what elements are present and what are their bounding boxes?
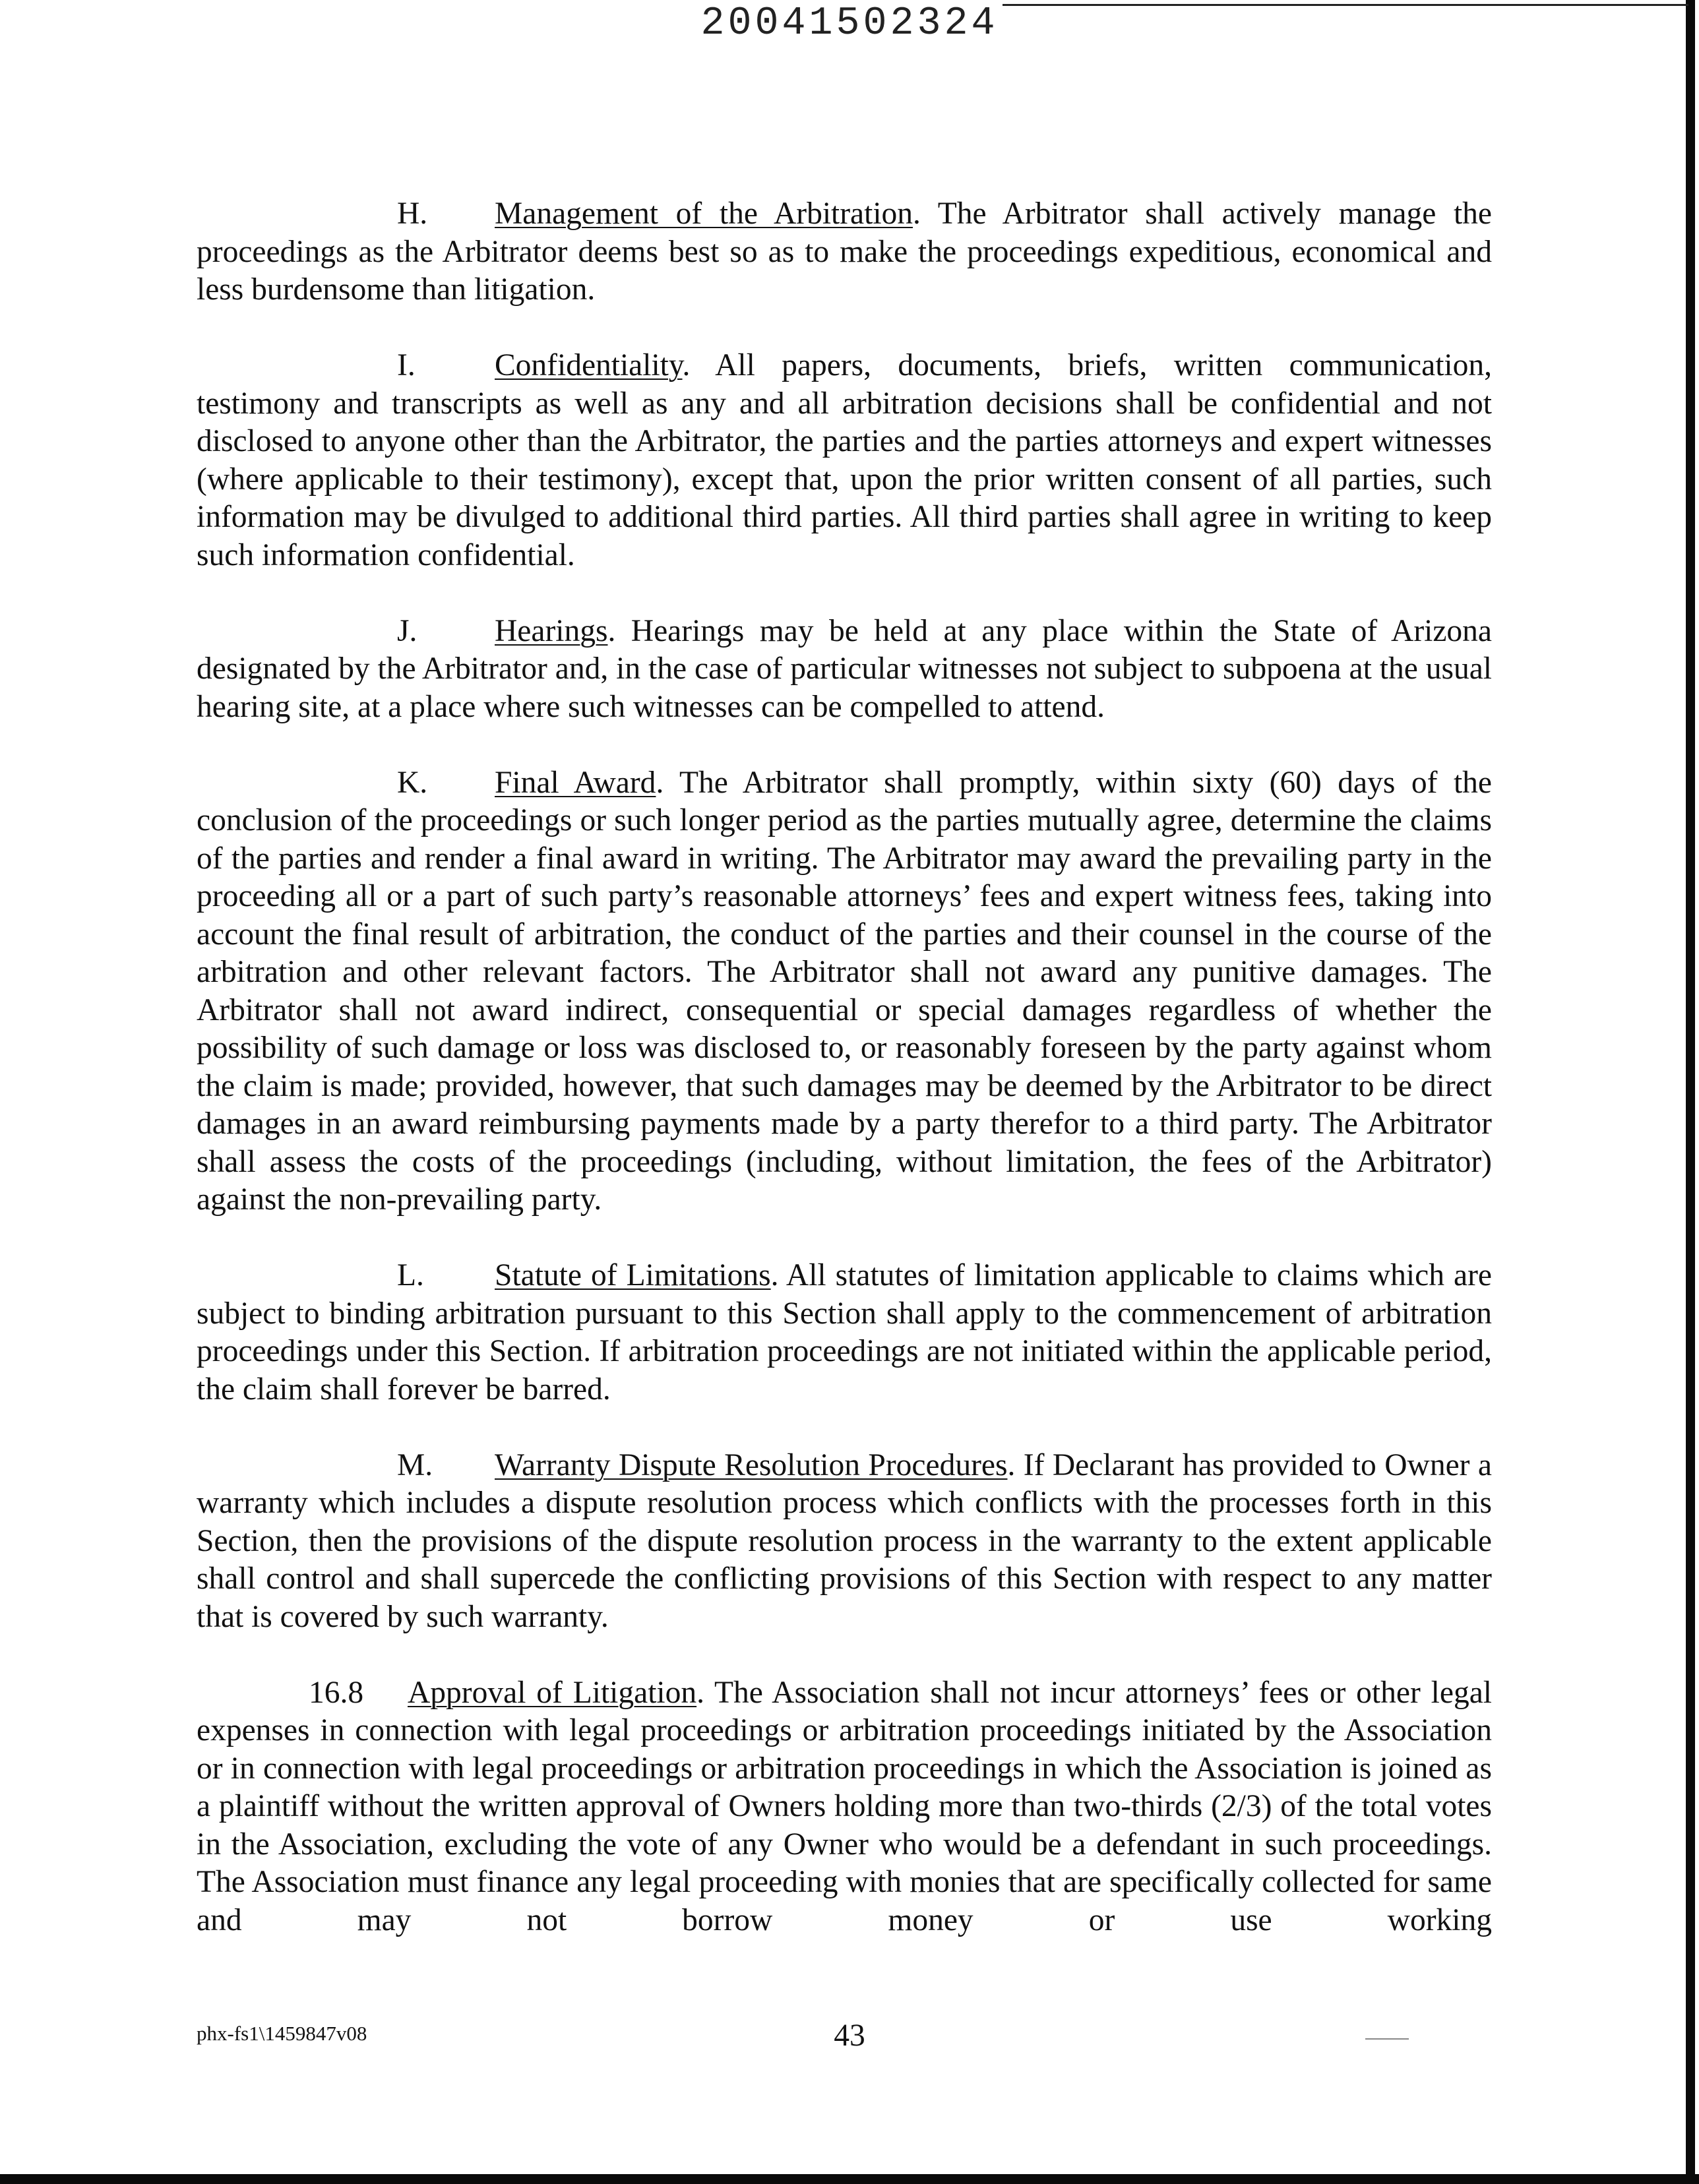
- section-heading: Confidentiality: [495, 348, 683, 382]
- section-k: [197, 764, 1492, 1219]
- section-heading: Final Award: [495, 765, 656, 800]
- document-number-stamp: 20041502324: [700, 1, 999, 46]
- section-heading: Hearings: [495, 613, 608, 648]
- section-label: K.: [397, 765, 428, 800]
- section-i: [197, 347, 1492, 574]
- document-body: [197, 195, 1492, 1939]
- section-text: . The Association shall not incur attorneys’ fees or other legal expenses in connection with legal proceedings or arbitration proceedings initiated by the Association or in connection with legal proceedings or arbitration proceedings in which the Association is joined as a plaintiff without the written approval of Owners holding more than two-thirds (2/3) of the total votes in the Association, excluding the vote of any Owner who would be a defendant in such proceedings. The Association must finance any legal proceeding with monies that are specifically collected for same and may not borrow money or use working: [197, 1675, 1492, 1937]
- section-label: 16.8: [309, 1675, 364, 1710]
- section-label: I.: [397, 348, 416, 382]
- section-j: [197, 613, 1492, 727]
- section-label: J.: [397, 613, 417, 648]
- section-heading: Approval of Litigation: [408, 1675, 697, 1710]
- section-h: [197, 195, 1492, 309]
- footer-document-id: phx-fs1\1459847v08: [197, 2022, 367, 2045]
- section-text: . If Declarant has provided to Owner a warranty which includes a dispute resolution process which conflicts with the processes forth in this Section, then the provisions of the dispute resolution process in the warranty to the extent applicable shall control and shall supercede the conflicting provisions of this Section with respect to any matter that is covered by such warranty.: [197, 1447, 1492, 1634]
- section-m: [197, 1447, 1492, 1637]
- section-text: . The Arbitrator shall promptly, within sixty (60) days of the conclusion of the proceedings or such longer period as the parties mutually agree, determine the claims of the parties and render a final award in writing. The Arbitrator may award the prevailing party in the proceeding all or a part of such party’s reasonable attorneys’ fees and expert witness fees, taking into account the final result of arbitration, the conduct of the parties and their counsel in the course of the arbitration and other relevant factors. The Arbitrator shall not award any punitive damages. The Arbitrator shall not award indirect, consequential or special damages regardless of whether the possibility of such damage or loss was disclosed to, or reasonably foreseen by the party against whom the claim is made; provided, however, that such damages may be deemed by the Arbitrator to be direct damages in an award reimbursing payments made by a party therefor to a third party. The Arbitrator shall assess the costs of the proceedings (including, without limitation, the fees of the Arbitrator) against the non-prevailing party.: [197, 765, 1492, 1217]
- section-label: M.: [397, 1447, 433, 1482]
- section-heading: Management of the Arbitration: [495, 197, 913, 231]
- section-text: . All statutes of limitation applicable to claims which are subject to binding arbitration pursuant to this Section shall apply to the commencement of arbitration proceedings under this Section. If arbitration proceedings are not initiated within the applicable period, the claim shall forever be barred.: [197, 1258, 1492, 1407]
- scan-border-right: [1686, 0, 1695, 2184]
- section-label: H.: [397, 197, 428, 231]
- page-number: 43: [834, 2018, 865, 2053]
- section-text: . Hearings may be held at any place within the State of Arizona designated by the Arbitrator and, in the case of particular witnesses not subject to subpoena at the usual hearing site, at a place where such witnesses can be compelled to attend.: [197, 613, 1492, 724]
- section-label: L.: [397, 1258, 424, 1292]
- scan-artifact-mark: [1365, 2038, 1409, 2040]
- section-16-8: [197, 1674, 1492, 1940]
- scan-border-bottom: [0, 2174, 1699, 2184]
- section-text: . All papers, documents, briefs, written communication, testimony and transcripts as well as any and all arbitration decisions shall be confidential and not disclosed to anyone other than the Arbitrator, the parties and the parties attorneys and expert witnesses (where applicable to their testimony), except that, upon the prior written consent of all parties, such information may be divulged to additional third parties. All third parties shall agree in writing to keep such information confidential.: [197, 348, 1492, 572]
- section-heading: Warranty Dispute Resolution Procedures: [495, 1447, 1008, 1482]
- section-l: [197, 1257, 1492, 1409]
- section-text: . The Arbitrator shall actively manage the proceedings as the Arbitrator deems best so as to make the proceedings expeditious, economical and less burdensome than litigation.: [197, 197, 1492, 307]
- section-heading: Statute of Limitations: [495, 1258, 771, 1292]
